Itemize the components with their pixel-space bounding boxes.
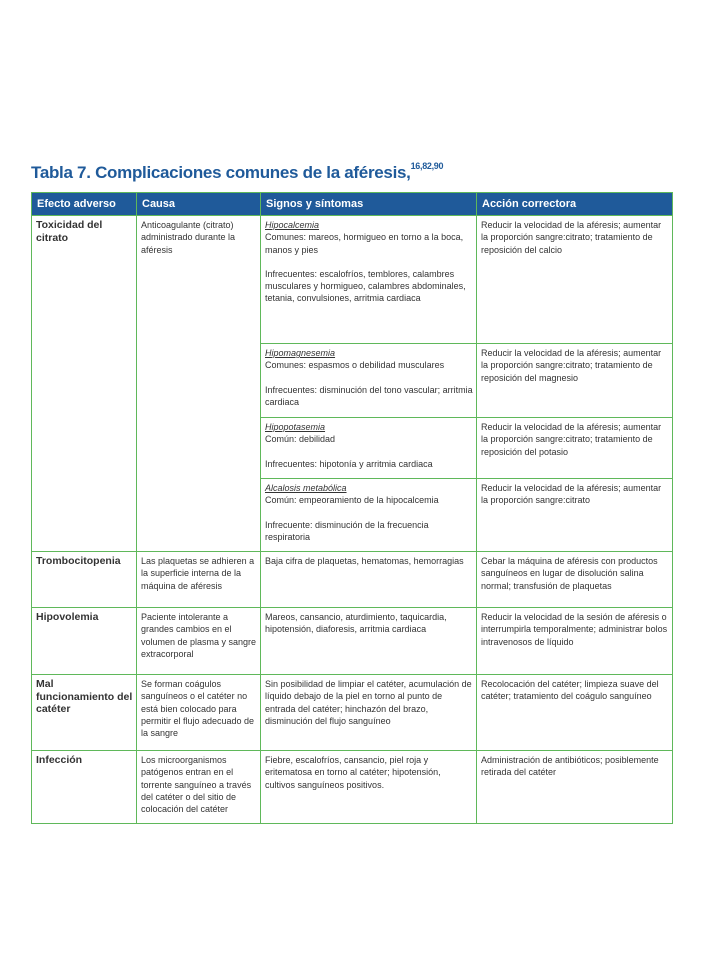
effect-cell: Toxicidad del citrato <box>32 216 137 552</box>
table-row <box>32 552 673 608</box>
action-cell: Recolocación del catéter; limpieza suave del catéter; tratamiento del coágulo sanguíneo <box>477 675 673 751</box>
subcondition-name: Hipocalcemia <box>265 220 320 230</box>
uncommon-signs: Infrecuentes: hipotonía y arritmia cardiaca <box>265 458 433 469</box>
table-row <box>32 675 673 751</box>
header-action: Acción correctora <box>477 193 673 216</box>
table-row <box>32 216 673 344</box>
header-row <box>32 193 673 216</box>
effect-cell: Mal funcionamiento del catéter <box>32 675 137 751</box>
subcondition-name: Alcalosis metabólica <box>265 483 347 493</box>
table-row <box>32 608 673 675</box>
table-row <box>32 751 673 824</box>
common-signs: Común: empeoramiento de la hipocalcemia <box>265 495 439 506</box>
uncommon-signs: Infrecuentes: escalofríos, temblores, calambres musculares y hormigueo, calambres abdominales, tetania, convulsiones, arritmia cardiaca <box>265 268 466 304</box>
signs-cell <box>261 216 477 344</box>
effect-cell: Infección <box>32 751 137 824</box>
action-cell: Reducir la velocidad de la aféresis; aumentar la proporción sangre:citrato <box>477 479 673 552</box>
signs-cell <box>261 418 477 479</box>
signs-cell: Mareos, cansancio, aturdimiento, taquicardia, hipotensión, diaforesis, arritmia cardiaca <box>261 608 477 675</box>
action-cell: Reducir la velocidad de la sesión de aféresis o interrumpirla temporalmente; administrar bolos intravenosos de líquido <box>477 608 673 675</box>
signs-cell: Fiebre, escalofríos, cansancio, piel roja y eritematosa en torno al catéter; hipotensión, cultivos sanguíneos positivos. <box>261 751 477 824</box>
common-signs: Común: debilidad <box>265 434 336 445</box>
table-title <box>31 163 691 183</box>
action-cell: Administración de antibióticos; posiblemente retirada del catéter <box>477 751 673 824</box>
action-cell: Reducir la velocidad de la aféresis; aumentar la proporción sangre:citrato; tratamiento de reposición del potasio <box>477 418 673 479</box>
header-signs: Signos y síntomas <box>261 193 477 216</box>
action-cell: Reducir la velocidad de la aféresis; aumentar la proporción sangre:citrato; tratamiento de reposición del magnesio <box>477 344 673 418</box>
table-title-refs: 16,82,90 <box>410 161 444 172</box>
uncommon-signs: Infrecuentes: disminución del tono vascular; arritmia cardiaca <box>265 384 473 407</box>
signs-cell: Sin posibilidad de limpiar el catéter, acumulación de líquido debajo de la piel en torno al punto de entrada del catéter; hinchazón del brazo, disminución del flujo sanguíneo <box>261 675 477 751</box>
action-cell: Reducir la velocidad de la aféresis; aumentar la proporción sangre:citrato; tratamiento de reposición del calcio <box>477 216 673 344</box>
subcondition-name: Hipopotasemia <box>265 422 326 432</box>
header-cause: Causa <box>137 193 261 216</box>
cause-cell: Se forman coágulos sanguíneos o el catéter no está bien colocado para permitir el flujo adecuado de la sangre <box>137 675 261 751</box>
signs-cell: Baja cifra de plaquetas, hematomas, hemorragias <box>261 552 477 608</box>
effect-cell: Hipovolemia <box>32 608 137 675</box>
cause-cell: Las plaquetas se adhieren a la superficie interna de la máquina de aféresis <box>137 552 261 608</box>
signs-cell <box>261 479 477 552</box>
table-title-text: Tabla 7. Complicaciones comunes de la aféresis, <box>31 163 411 182</box>
cause-cell: Anticoagulante (citrato) administrado durante la aféresis <box>137 216 261 552</box>
signs-cell <box>261 344 477 418</box>
uncommon-signs: Infrecuente: disminución de la frecuencia respiratoria <box>265 519 429 542</box>
common-signs: Comunes: espasmos o debilidad musculares <box>265 360 445 371</box>
subcondition-name: Hipomagnesemia <box>265 348 336 358</box>
complications-table <box>31 192 673 824</box>
header-effect: Efecto adverso <box>32 193 137 216</box>
common-signs: Comunes: mareos, hormigueo en torno a la boca, manos y pies <box>265 232 464 255</box>
effect-cell: Trombocitopenia <box>32 552 137 608</box>
action-cell: Cebar la máquina de aféresis con productos sanguíneos en lugar de disolución salina normal; transfusión de plaquetas <box>477 552 673 608</box>
cause-cell: Paciente intolerante a grandes cambios en el volumen de plasma y sangre extracorporal <box>137 608 261 675</box>
cause-cell: Los microorganismos patógenos entran en el torrente sanguíneo a través del catéter o del sitio de colocación del catéter <box>137 751 261 824</box>
